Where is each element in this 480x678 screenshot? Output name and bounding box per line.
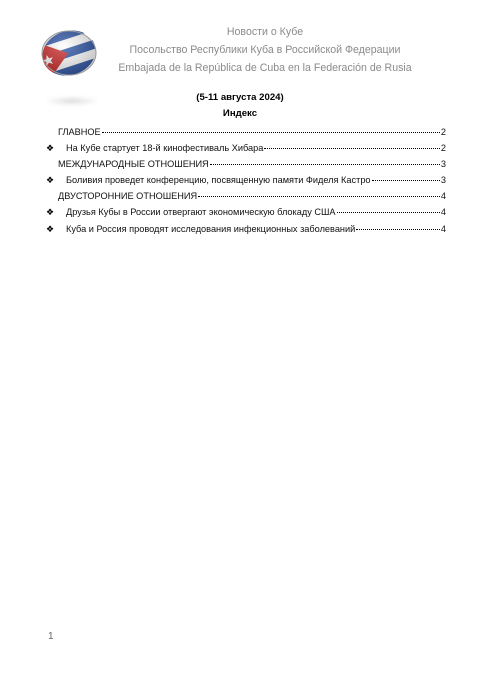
toc-entry-page: 2 (440, 143, 446, 154)
toc-article-entry[interactable] (46, 204, 446, 220)
dot-leader (198, 196, 440, 197)
toc-entry-page: 4 (440, 191, 446, 202)
dot-leader (337, 212, 440, 213)
dot-leader (264, 148, 439, 149)
dot-leader (210, 164, 440, 165)
diamond-bullet-icon: ❖ (46, 207, 55, 218)
toc-entry-page: 3 (440, 159, 446, 170)
dot-leader (356, 229, 440, 230)
toc-section-entry[interactable] (46, 124, 446, 140)
date-range: (5-11 августа 2024) (196, 92, 284, 103)
toc-entry-label: Боливия проведет конференцию, посвященную памяти Фиделя Кастро (66, 175, 371, 186)
toc-article-entry[interactable] (46, 172, 446, 188)
toc-section-entry[interactable] (46, 156, 446, 172)
toc-entry-label: ДВУСТОРОННИЕ ОТНОШЕНИЯ (58, 191, 198, 202)
toc-article-entry[interactable] (46, 221, 446, 237)
blurred-mark (44, 96, 100, 106)
toc-entry-page: 3 (440, 175, 446, 186)
toc-entry-page: 2 (440, 127, 446, 137)
table-of-contents (46, 124, 446, 237)
toc-entry-label: На Кубе стартует 18-й кинофестиваль Хибара (66, 143, 264, 154)
toc-entry-label: Куба и Россия проводят исследования инфекционных заболеваний (66, 223, 356, 234)
newsletter-title: Новости о Кубе (226, 26, 304, 38)
embassy-name-ru: Посольство Республики Куба в Российской Федерации (129, 44, 401, 56)
toc-section-entry[interactable] (46, 188, 446, 204)
diamond-bullet-icon: ❖ (46, 175, 55, 186)
dot-leader (372, 180, 440, 181)
toc-entry-page: 4 (440, 223, 446, 234)
toc-article-entry[interactable] (46, 140, 446, 156)
dot-leader (102, 132, 440, 133)
page-number: 1 (48, 631, 54, 642)
toc-entry-label: МЕЖДУНАРОДНЫЕ ОТНОШЕНИЯ (58, 159, 209, 170)
toc-entry-label: Друзья Кубы в России отвергают экономическую блокаду США (66, 207, 336, 218)
diamond-bullet-icon: ❖ (46, 143, 55, 154)
embassy-name-es: Embajada de la República de Cuba en la Federación de Rusia (118, 62, 412, 74)
index-heading: Индекс (222, 108, 258, 119)
toc-entry-page: 4 (440, 207, 446, 218)
cuban-flag-icon (40, 28, 98, 78)
diamond-bullet-icon: ❖ (46, 223, 55, 234)
toc-entry-label: ГЛАВНОЕ (58, 127, 101, 137)
